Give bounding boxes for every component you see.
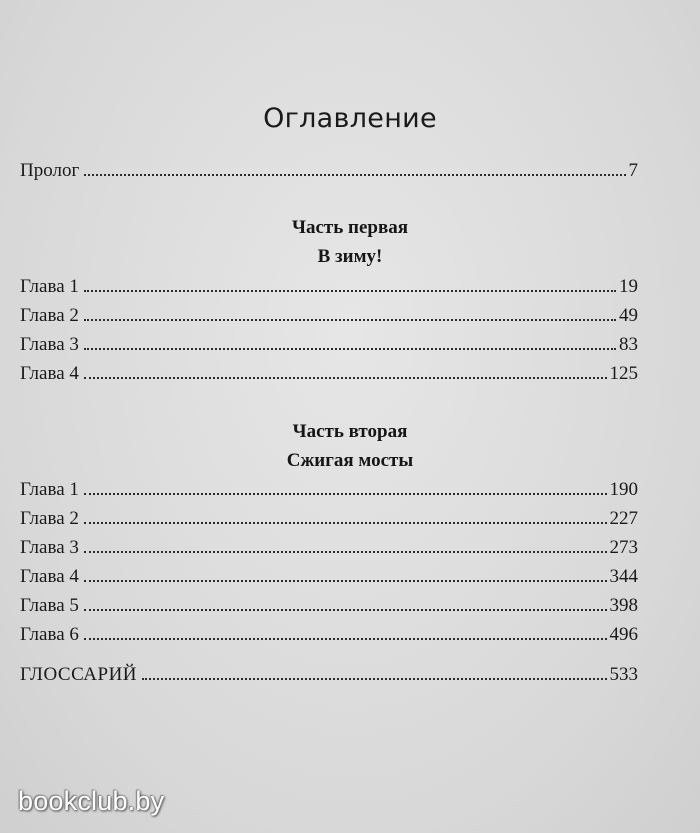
toc-entry-part2-chapter6: [20, 624, 638, 650]
dot-leader: [84, 637, 607, 640]
entry-page-number: 190: [609, 479, 638, 500]
toc-entry-part1-chapter4: [20, 363, 638, 389]
part-one-name: В зиму!: [317, 246, 383, 267]
entry-page-number: 398: [609, 595, 638, 616]
entry-page-number: 227: [609, 508, 638, 529]
entry-label: Глава 1: [20, 479, 79, 500]
part-two-number: Часть вторая: [292, 421, 408, 442]
dot-leader: [84, 318, 616, 321]
dot-leader: [84, 521, 607, 524]
toc-entry-part2-chapter2: [20, 508, 638, 534]
toc-entry-part2-chapter5: [20, 595, 638, 621]
entry-page-number: 19: [619, 276, 638, 297]
entry-label: ГЛОССАРИЙ: [20, 664, 138, 685]
entry-label: Глава 2: [20, 508, 79, 529]
dot-leader: [84, 579, 607, 582]
entry-page-number: 49: [619, 305, 638, 326]
toc-entry-part1-chapter1: [20, 276, 638, 302]
watermark: bookclub.by: [18, 786, 165, 816]
toc-entry-part1-chapter3: [20, 334, 638, 360]
entry-page-number: 7: [628, 160, 638, 181]
entry-label: Пролог: [20, 160, 80, 181]
entry-page-number: 273: [609, 537, 638, 558]
entry-label: Глава 3: [20, 537, 79, 558]
part-two-name: Сжигая мосты: [286, 450, 414, 471]
dot-leader: [84, 347, 616, 350]
entry-label: Глава 6: [20, 624, 79, 645]
entry-label: Глава 2: [20, 305, 79, 326]
entry-page-number: 83: [619, 334, 638, 355]
toc-entry-part2-chapter1: [20, 479, 638, 505]
entry-page-number: 496: [609, 624, 638, 645]
toc-entry-part2-chapter4: [20, 566, 638, 592]
dot-leader: [142, 677, 606, 680]
entry-label: Глава 3: [20, 334, 79, 355]
entry-page-number: 533: [609, 664, 638, 685]
toc-entry-part1-chapter2: [20, 305, 638, 331]
entry-label: Глава 4: [20, 566, 79, 587]
entry-label: Глава 1: [20, 276, 79, 297]
entry-page-number: 125: [609, 363, 638, 384]
toc-entry-prologue: [20, 160, 638, 186]
part-one-number: Часть первая: [292, 217, 408, 238]
dot-leader: [84, 492, 607, 495]
entry-page-number: 344: [609, 566, 638, 587]
page-title: Оглавление: [263, 103, 437, 134]
toc-entry-glossary: [20, 664, 638, 690]
toc-entry-part2-chapter3: [20, 537, 638, 563]
entry-label: Глава 5: [20, 595, 79, 616]
dot-leader: [84, 289, 616, 292]
dot-leader: [84, 173, 625, 176]
entry-label: Глава 4: [20, 363, 79, 384]
dot-leader: [84, 550, 607, 553]
dot-leader: [84, 376, 607, 379]
dot-leader: [84, 608, 607, 611]
